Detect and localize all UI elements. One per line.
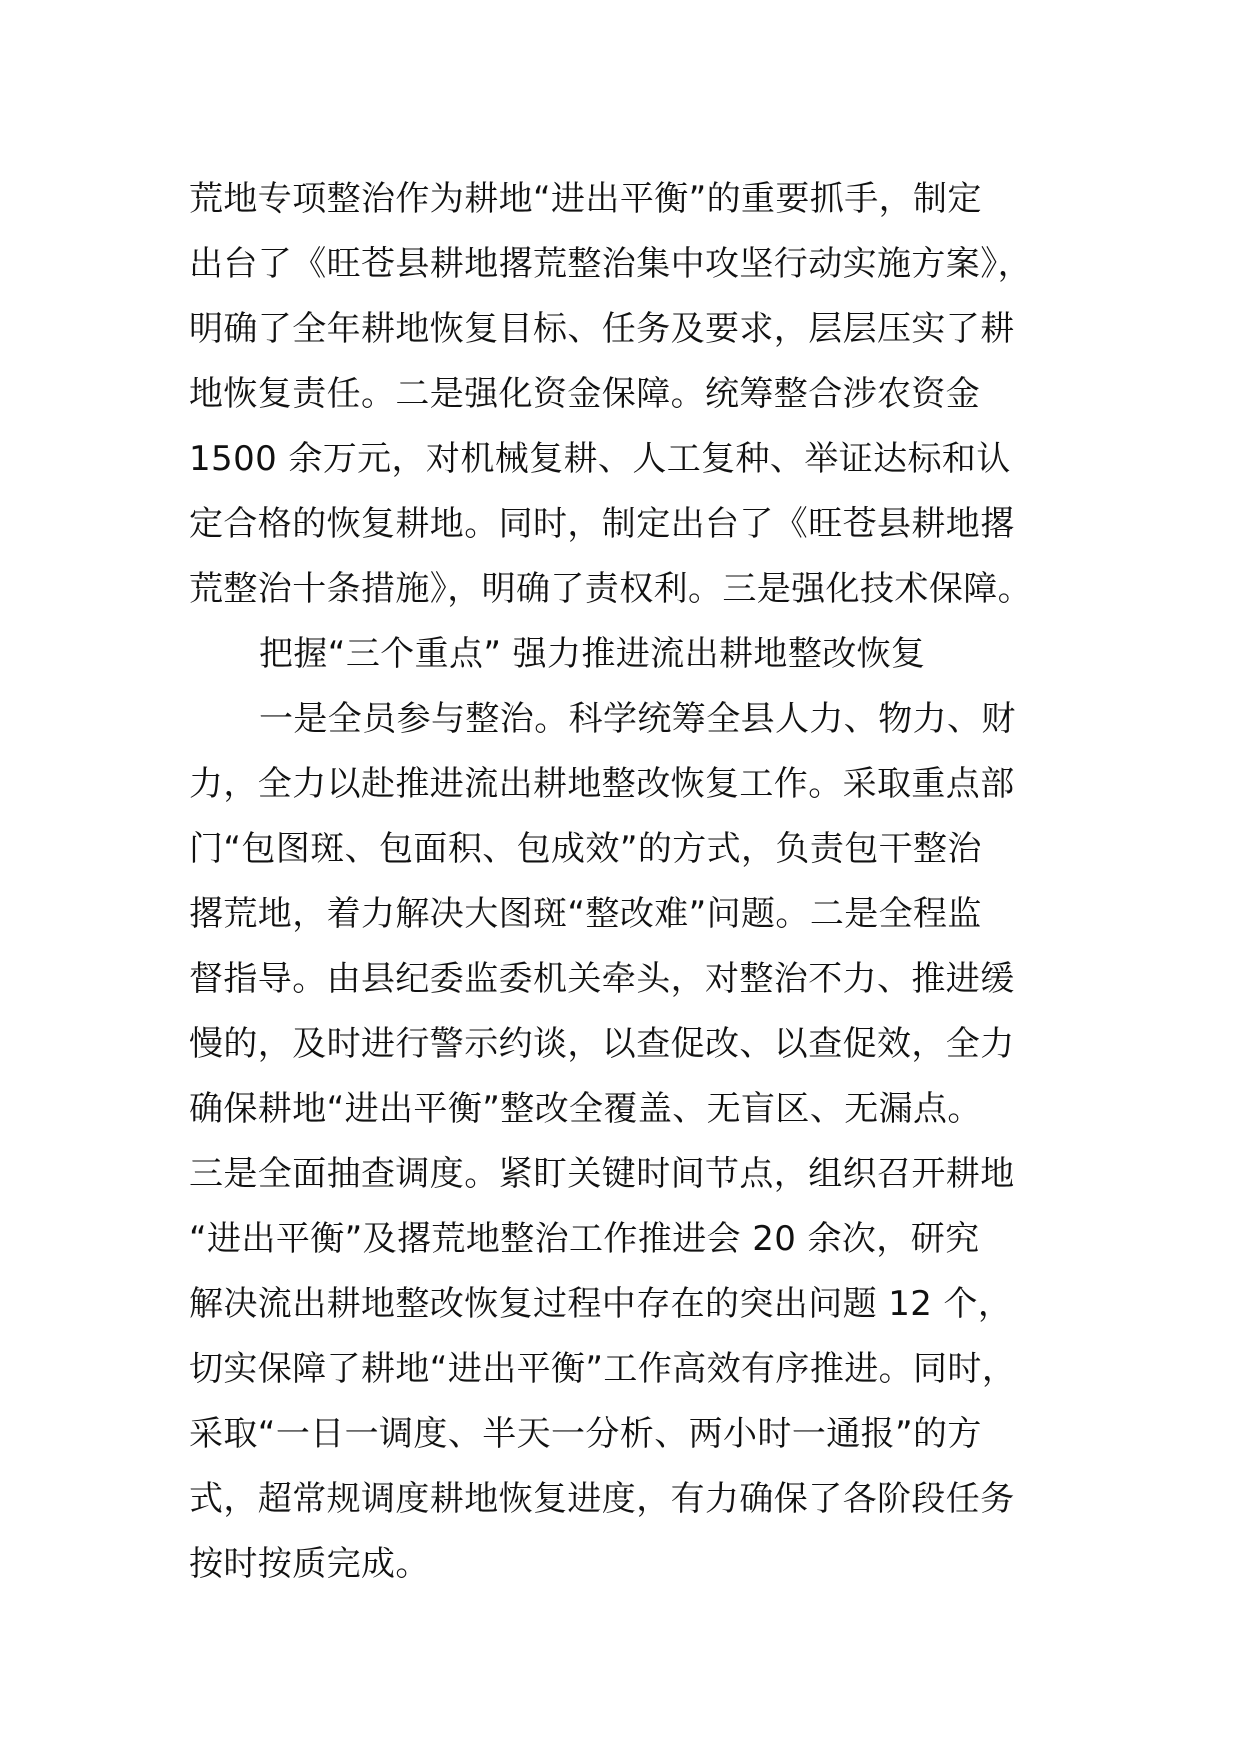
text-line-17: “进出平衡”及撂荒地整治工作推进会 20 余次，研究 — [189, 1219, 980, 1259]
text-line-19: 切实保障了耕地“进出平衡”工作高效有序推进。同时， — [189, 1349, 1017, 1389]
text-line-6: 定合格的恢复耕地。同时，制定出台了《旺苍县耕地撂 — [189, 504, 1015, 544]
text-line-11: 门“包图斑、包面积、包成效”的方式，负责包干整治 — [189, 829, 982, 869]
section-heading: 把握“三个重点” 强力推进流出耕地整改恢复 — [259, 634, 926, 674]
text-line-5: 1500 余万元，对机械复耕、人工复种、举证达标和认 — [189, 439, 1011, 479]
text-line-1: 荒地专项整治作为耕地“进出平衡”的重要抓手，制定 — [189, 179, 982, 219]
text-line-15: 确保耕地“进出平衡”整改全覆盖、无盲区、无漏点。 — [189, 1089, 982, 1129]
text-line-12: 撂荒地，着力解决大图斑“整改难”问题。二是全程监 — [189, 894, 982, 934]
text-line-14: 慢的，及时进行警示约谈，以查促改、以查促效，全力 — [189, 1024, 1015, 1064]
text-line-16: 三是全面抽查调度。紧盯关键时间节点，组织召开耕地 — [189, 1154, 1015, 1194]
text-line-13: 督指导。由县纪委监委机关牵头，对整治不力、推进缓 — [189, 959, 1015, 999]
text-line-7: 荒整治十条措施》，明确了责权利。三是强化技术保障。 — [189, 569, 1032, 609]
text-line-21: 式，超常规调度耕地恢复进度，有力确保了各阶段任务 — [189, 1479, 1015, 1519]
text-line-2: 出台了《旺苍县耕地撂荒整治集中攻坚行动实施方案》， — [189, 244, 1032, 284]
text-line-9: 一是全员参与整治。科学统筹全县人力、物力、财 — [259, 699, 1016, 739]
text-line-4: 地恢复责任。二是强化资金保障。统筹整合涉农资金 — [189, 374, 981, 414]
text-line-10: 力，全力以赴推进流出耕地整改恢复工作。采取重点部 — [189, 764, 1015, 804]
text-line-20: 采取“一日一调度、半天一分析、两小时一通报”的方 — [189, 1414, 982, 1454]
text-line-18: 解决流出耕地整改恢复过程中存在的突出问题 12 个， — [189, 1284, 1013, 1324]
document-body — [189, 167, 1069, 1597]
text-line-22: 按时按质完成。 — [189, 1544, 430, 1584]
text-line-3: 明确了全年耕地恢复目标、任务及要求，层层压实了耕 — [189, 309, 1015, 349]
